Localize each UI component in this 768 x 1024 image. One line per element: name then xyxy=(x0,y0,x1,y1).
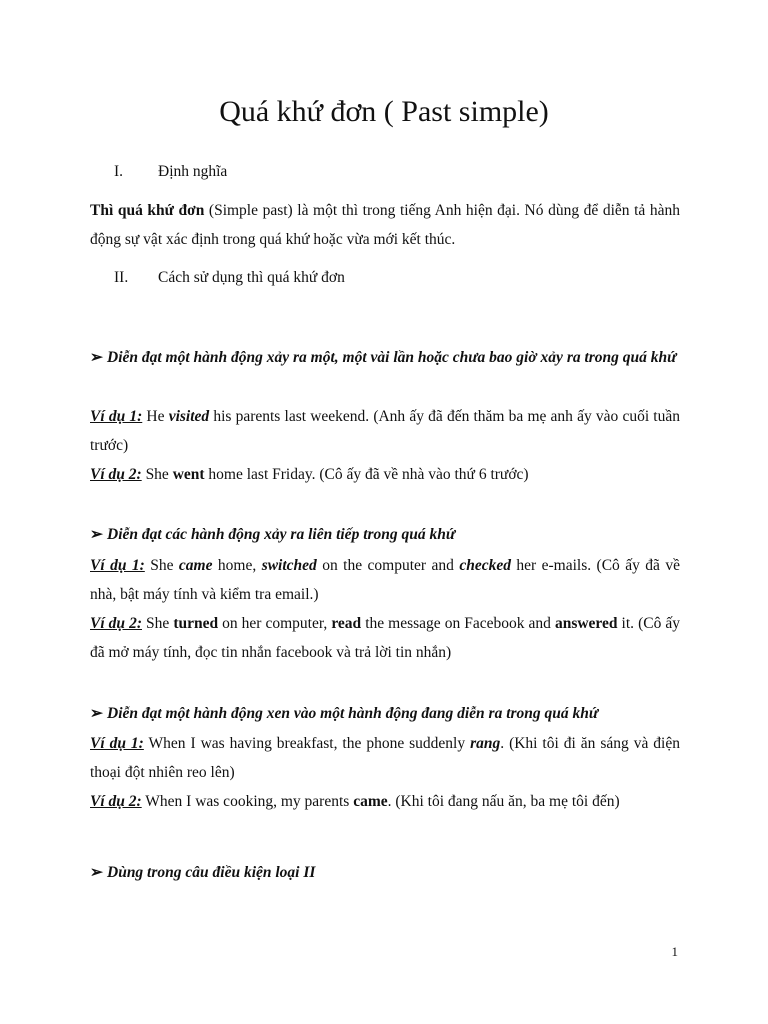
example-verb: came xyxy=(353,793,388,810)
example-text: home last Friday. (Cô ấy đã về nhà vào thứ 6 trước) xyxy=(204,466,529,483)
arrow-bullet-icon: ➢ xyxy=(90,349,103,366)
arrow-bullet-icon: ➢ xyxy=(90,526,103,543)
example-text: She xyxy=(144,557,179,574)
example-verb: went xyxy=(172,466,205,483)
definition-paragraph xyxy=(90,196,680,254)
example-text: her e-mails. (Cô ấy đã về nhà, bật máy tính và kiểm tra email.) xyxy=(90,557,680,603)
usage-heading-text: Dùng trong câu điều kiện loại II xyxy=(107,864,316,881)
example-text: She xyxy=(141,466,173,483)
example-text: it. (Cô ấy đã mở máy tính, đọc tin nhắn facebook và trả lời tin nhắn) xyxy=(90,615,680,661)
section-heading-definition xyxy=(114,162,227,182)
example-text: When I was cooking, my parents xyxy=(141,793,354,810)
example-text: on her computer, xyxy=(218,615,332,632)
definition-term: Thì quá khứ đơn xyxy=(90,202,205,219)
example-usage1-1 xyxy=(90,402,680,460)
usage-heading-text: Diễn đạt một hành động xen vào một hành động đang diễn ra trong quá khứ xyxy=(107,705,599,722)
example-label: Ví dụ 1: xyxy=(90,557,145,574)
section-numeral: I. xyxy=(114,163,124,180)
example-usage2-1 xyxy=(90,551,680,609)
usage-heading-text: Diễn đạt các hành động xảy ra liên tiếp trong quá khứ xyxy=(107,526,456,543)
example-usage1-2 xyxy=(90,460,680,489)
usage-heading-text: Diễn đạt một hành động xảy ra một, một vài lần hoặc chưa bao giờ xảy ra trong quá khứ xyxy=(107,349,677,366)
example-label: Ví dụ 2: xyxy=(90,615,142,632)
example-text: . (Khi tôi đi ăn sáng và điện thoại đột nhiên reo lên) xyxy=(90,735,680,781)
example-verb: turned xyxy=(173,615,219,632)
example-usage3-2 xyxy=(90,787,680,816)
example-verb: switched xyxy=(261,557,317,574)
example-usage3-1 xyxy=(90,729,680,787)
example-verb: answered xyxy=(554,615,618,632)
example-text: his parents last weekend. (Anh ấy đã đến thăm ba mẹ anh ấy vào cuối tuần trước) xyxy=(90,408,680,454)
example-verb: rang xyxy=(470,735,501,752)
example-label: Ví dụ 2: xyxy=(90,793,142,810)
page-title: Quá khứ đơn ( Past simple) xyxy=(219,95,549,128)
section-heading-text: Định nghĩa xyxy=(158,163,228,180)
example-verb: visited xyxy=(168,408,210,425)
example-label: Ví dụ 2: xyxy=(90,466,142,483)
section-heading-usage xyxy=(114,268,345,288)
section-numeral: II. xyxy=(114,269,129,286)
example-verb: read xyxy=(331,615,362,632)
example-label: Ví dụ 1: xyxy=(90,408,143,425)
usage-heading-2 xyxy=(90,520,680,549)
usage-heading-3 xyxy=(90,699,680,728)
example-text: She xyxy=(142,615,174,632)
usage-heading-4 xyxy=(90,858,680,887)
example-verb: checked xyxy=(459,557,511,574)
usage-heading-1 xyxy=(90,343,680,372)
page-number: 1 xyxy=(671,944,678,959)
example-text: home, xyxy=(212,557,262,574)
example-text: When I was having breakfast, the phone suddenly xyxy=(143,735,471,752)
section-heading-text: Cách sử dụng thì quá khứ đơn xyxy=(158,269,345,286)
example-text: the message on Facebook and xyxy=(361,615,555,632)
example-usage2-2 xyxy=(90,609,680,667)
arrow-bullet-icon: ➢ xyxy=(90,705,103,722)
example-text: on the computer and xyxy=(316,557,460,574)
example-label: Ví dụ 1: xyxy=(90,735,144,752)
arrow-bullet-icon: ➢ xyxy=(90,864,103,881)
example-text: He xyxy=(142,408,169,425)
example-verb: came xyxy=(178,557,213,574)
definition-text: (Simple past) là một thì trong tiếng Anh hiện đại. Nó dùng để diễn tả hành động sự vật xác định trong quá khứ hoặc vừa mới kết thúc. xyxy=(90,202,680,248)
example-text: . (Khi tôi đang nấu ăn, ba mẹ tôi đến) xyxy=(387,793,620,810)
